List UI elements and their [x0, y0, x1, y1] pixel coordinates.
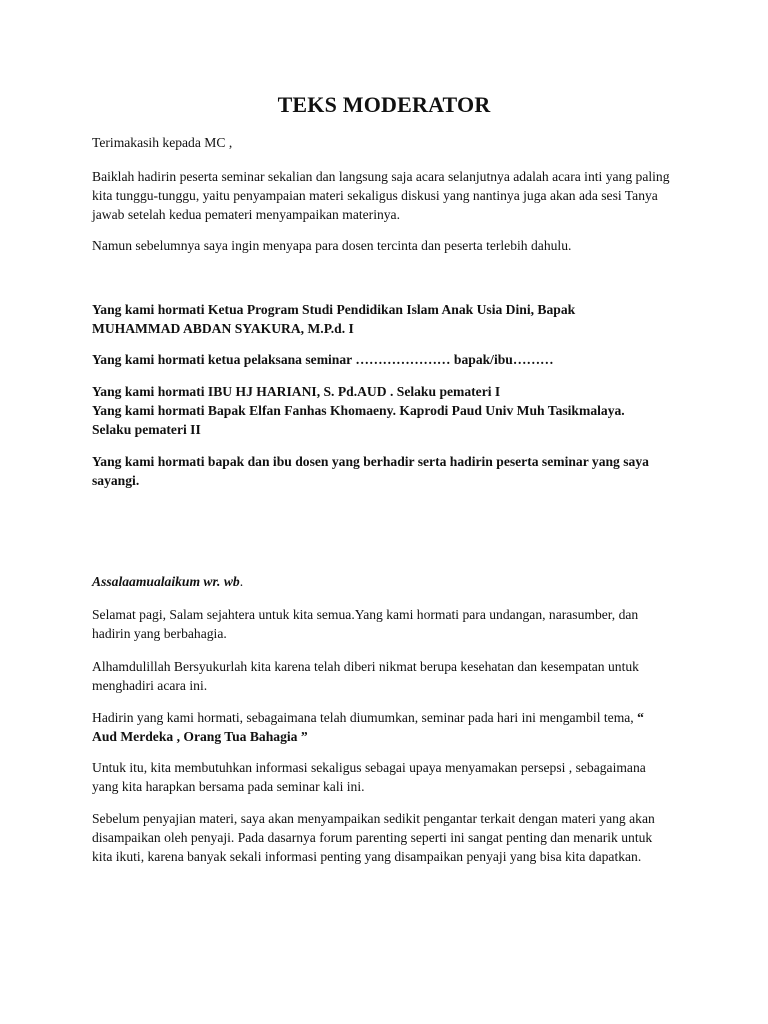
paragraph-greeting-lead [92, 236, 692, 255]
paragraph-opening [92, 133, 692, 152]
text-line: Namun sebelumnya saya ingin menyapa para dosen tercinta dan peserta terlebih dahulu. [92, 238, 572, 253]
paragraph-purpose [92, 758, 692, 796]
text-line: Yang kami hormati Ketua Program Studi Pendidikan Islam Anak Usia Dini, Bapak [92, 302, 576, 317]
text-line: Yang kami hormati ketua pelaksana seminar ………………… bapak/ibu……… [92, 352, 554, 367]
text-line: Sebelum penyajian materi, saya akan menyampaikan sedikit pengantar terkait dengan materi yang akan [92, 811, 655, 826]
greeting-lecturers-audience [92, 452, 692, 490]
text-line: Untuk itu, kita membutuhkan informasi sekaligus sebagai upaya menyamakan persepsi , sebagaimana [92, 760, 646, 775]
salutation-text: Assalaamualaikum wr. wb [92, 574, 240, 589]
document-title: TEKS MODERATOR [277, 92, 491, 117]
greeting-head-of-program [92, 300, 692, 338]
text-line: jawab setelah kedua pemateri menyampaikan materinya. [92, 207, 400, 222]
theme-title: Aud Merdeka , Orang Tua Bahagia ” [92, 729, 308, 744]
paragraph-theme [92, 708, 692, 746]
text-line: MUHAMMAD ABDAN SYAKURA, M.P.d. I [92, 321, 354, 336]
text-line: disampaikan oleh penyaji. Pada dasarnya forum parenting seperti ini sangat penting dan menarik untuk [92, 830, 653, 845]
text-line: Baiklah hadirin peserta seminar sekalian dan langsung saja acara selanjutnya adalah acara inti yang paling [92, 169, 670, 184]
text-line: Terimakasih kepada MC , [92, 135, 233, 150]
text-line: Alhamdulillah Bersyukurlah kita karena telah diberi nikmat berupa kesehatan dan kesempatan untuk [92, 659, 639, 674]
text-line: hadirin yang berbahagia. [92, 626, 227, 641]
text-line: kita ikuti, karena banyak sekali informasi penting yang disampaikan penyaji yang bisa kita dapatkan. [92, 849, 642, 864]
text-line: Yang kami hormati Bapak Elfan Fanhas Khomaeny. Kaprodi Paud Univ Muh Tasikmalaya. [92, 403, 625, 418]
text-line [92, 572, 692, 591]
paragraph-intro [92, 167, 692, 224]
text-line: Selamat pagi, Salam sejahtera untuk kita semua.Yang kami hormati para undangan, narasumber, dan [92, 607, 639, 622]
text-line: sayangi. [92, 473, 140, 488]
salutation [92, 572, 692, 591]
theme-lead-text: Hadirin yang kami hormati, sebagaimana telah diumumkan, seminar pada hari ini mengambil tema, [92, 710, 634, 725]
paragraph-welcome [92, 605, 692, 643]
text-line: Yang kami hormati bapak dan ibu dosen yang berhadir serta hadirin peserta seminar yang saya [92, 454, 649, 469]
text-line: kita tunggu-tunggu, yaitu penyampaian materi sekaligus diskusi yang nantinya juga akan ada sesi Tanya [92, 188, 658, 203]
text-line: Selaku pemateri II [92, 422, 201, 437]
theme-open-quote: “ [633, 710, 644, 725]
text-line: Yang kami hormati IBU HJ HARIANI, S. Pd.AUD . Selaku pemateri I [92, 384, 501, 399]
salutation-period: . [239, 574, 244, 589]
text-line: menghadiri acara ini. [92, 678, 208, 693]
text-line: yang kita harapkan bersama pada seminar kali ini. [92, 779, 365, 794]
greeting-chairperson [92, 350, 692, 369]
paragraph-gratitude [92, 657, 692, 695]
greeting-speakers [92, 382, 692, 439]
text-line [92, 708, 692, 727]
paragraph-introduction-material [92, 809, 692, 866]
